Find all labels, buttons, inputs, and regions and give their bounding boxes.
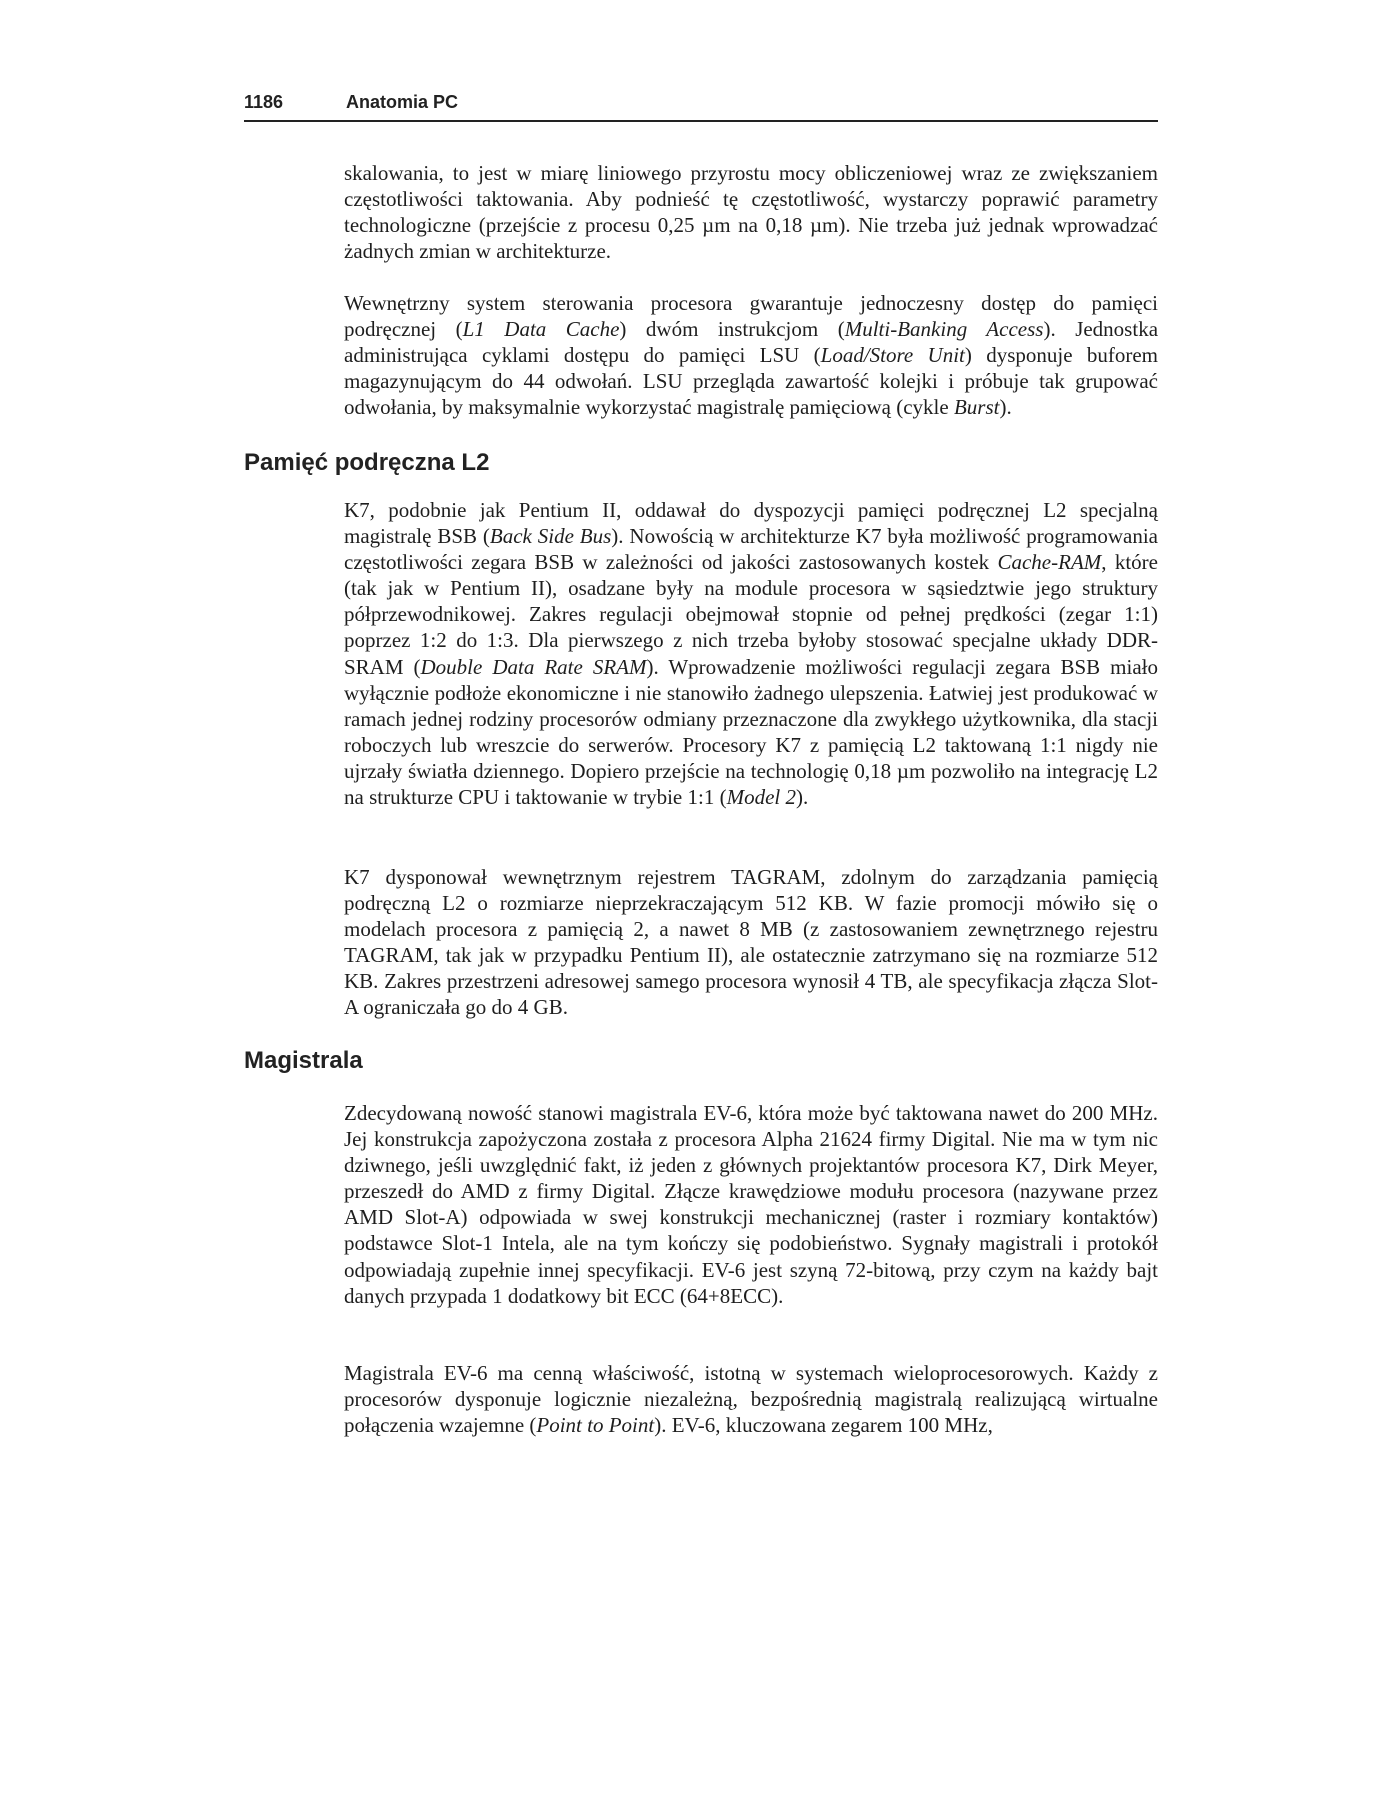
paragraph-tagram bbox=[344, 864, 1164, 1021]
text-run: ). Jednostka administrująca cyklami dostępu do pamięci LSU ( bbox=[344, 317, 1164, 368]
running-header bbox=[244, 90, 1158, 122]
paragraph-text: Zdecydowaną nowość stanowi magistrala EV-6, która może być taktowana nawet do 200 MHz. Jej konstrukcja zapożyczona została z procesora Alpha 21624 firmy Digital. Nie ma w tym nic dziwnego, jeśli uwzględnić fakt, iż jeden z głównych projektantów procesora K7, Dirk Meyer, przeszedł do AMD z firmy Digital. Złącze krawędziowe modułu procesora (nazywane przez AMD Slot-A) odpowiada w swej konstrukcji mechanicznej (raster i rozmiary kontaktów) podstawce Slot-1 Intela, ale na tym kończy się podobieństwo. Sygnały magistrali i protokół odpowiadają zupełnie innej specyfikacji. EV-6 jest szyną 72-bitową, przy czym na każdy bajt danych przypada 1 dodatkowy bit ECC (64+8ECC). bbox=[344, 1101, 1164, 1308]
paragraph-cache-control bbox=[344, 290, 1164, 420]
text-run: ). bbox=[796, 785, 809, 810]
text-run: ) dysponuje buforem magazynującym do 44 odwołań. LSU przegląda zawartość kolejki i próbuje tak grupować odwołania, by maksymalnie wykorzystać magistralę pamięciową (cykle bbox=[344, 343, 1164, 420]
paragraph-ev6-multiprocessor bbox=[344, 1360, 1164, 1438]
text-run: ). bbox=[999, 395, 1012, 420]
text-run: Magistrala EV-6 ma cenną właściwość, istotną w systemach wieloprocesorowych. Każdy z procesorów dysponuje logicznie niezależną, bezpośrednią magistralą realizującą wirtualne połączenia wzajemne ( bbox=[344, 1361, 1164, 1438]
text-run: Wewnętrzny system sterowania procesora gwarantuje jednoczesny dostęp do pamięci podręcznej ( bbox=[344, 291, 1164, 342]
paragraph-text: K7 dysponował wewnętrznym rejestrem TAGRAM, zdolnym do zarządzania pamięcią podręczną L2 o rozmiarze nieprzekraczającym 512 KB. W fazie promocji mówiło się o modelach procesora z pamięcią 2, a nawet 8 MB (z zastosowaniem zewnętrznego rejestru TAGRAM, tak jak w przypadku Pentium II), ale ostatecznie zatrzymano się na rozmiarze 512 KB. Zakres przestrzeni adresowej samego procesora wynosił 4 TB, ale specyfikacja złącza Slot-A ograniczała go do 4 GB. bbox=[344, 865, 1164, 1020]
italic-term: Point to Point bbox=[536, 1413, 655, 1438]
italic-term: Burst bbox=[953, 395, 1000, 420]
paragraph-ev6 bbox=[344, 1100, 1164, 1309]
text-run: ). EV-6, kluczowana zegarem 100 MHz, bbox=[654, 1413, 993, 1438]
italic-term: Cache-RAM bbox=[997, 550, 1102, 575]
paragraph-text: skalowania, to jest w miarę liniowego przyrostu mocy obliczeniowej wraz ze zwiększaniem częstotliwości taktowania. Aby podnieść tę częstotliwość, wystarczy poprawić parametry technologiczne (przejście z procesu 0,25 µm na 0,18 µm). Nie trzeba już jednak wprowadzać żadnych zmian w architekturze. bbox=[344, 161, 1164, 264]
italic-term: Multi-Banking Access bbox=[844, 317, 1044, 342]
paragraph-scaling bbox=[344, 160, 1164, 264]
italic-term: Model 2 bbox=[726, 785, 796, 810]
italic-term: Back Side Bus bbox=[489, 524, 612, 549]
section-heading-bus: Magistrala bbox=[244, 1047, 363, 1074]
italic-term: Load/Store Unit bbox=[820, 343, 965, 368]
text-run: ) dwóm instrukcjom ( bbox=[619, 317, 845, 342]
text-run: ). Nowością w architekturze K7 była możliwość programowania częstotliwości zegara BSB w zależności od jakości zastosowanych kostek bbox=[344, 524, 1164, 575]
text-run: ). Wprowadzenie możliwości regulacji zegara BSB miało wyłącznie podłoże ekonomiczne i nie stanowiło żadnego ulepszenia. Łatwiej jest produkować w ramach jednej rodziny procesorów odmiany przeznaczone dla zwykłego użytkownika, dla stacji roboczych lub wreszcie do serwerów. Procesory K7 z pamięcią L2 taktowaną 1:1 nigdy nie ujrzały światła dziennego. Dopiero przejście na technologię 0,18 µm pozwoliło na integrację L2 na strukturze CPU i taktowanie w trybie 1:1 ( bbox=[344, 654, 1164, 810]
text-run: , które (tak jak w Pentium II), osadzane były na module procesora w sąsiedztwie jego struktury półprzewodnikowej. Zakres regulacji obejmował stopnie od pełnej prędkości (zegar 1:1) poprzez 1:2 do 1:3. Dla pierwszego z nich trzeba byłoby stosować specjalne układy DDR-SRAM ( bbox=[344, 550, 1164, 679]
page-number: 1186 bbox=[244, 92, 284, 112]
italic-term: L1 Data Cache bbox=[462, 317, 620, 342]
section-heading-l2-cache: Pamięć podręczna L2 bbox=[244, 449, 490, 476]
italic-term: Double Data Rate SRAM bbox=[420, 654, 647, 679]
text-run: K7, podobnie jak Pentium II, oddawał do dyspozycji pamięci podręcznej L2 specjalną magistralę BSB ( bbox=[344, 498, 1164, 549]
paragraph-bsb bbox=[344, 497, 1164, 810]
book-title: Anatomia PC bbox=[346, 92, 459, 112]
